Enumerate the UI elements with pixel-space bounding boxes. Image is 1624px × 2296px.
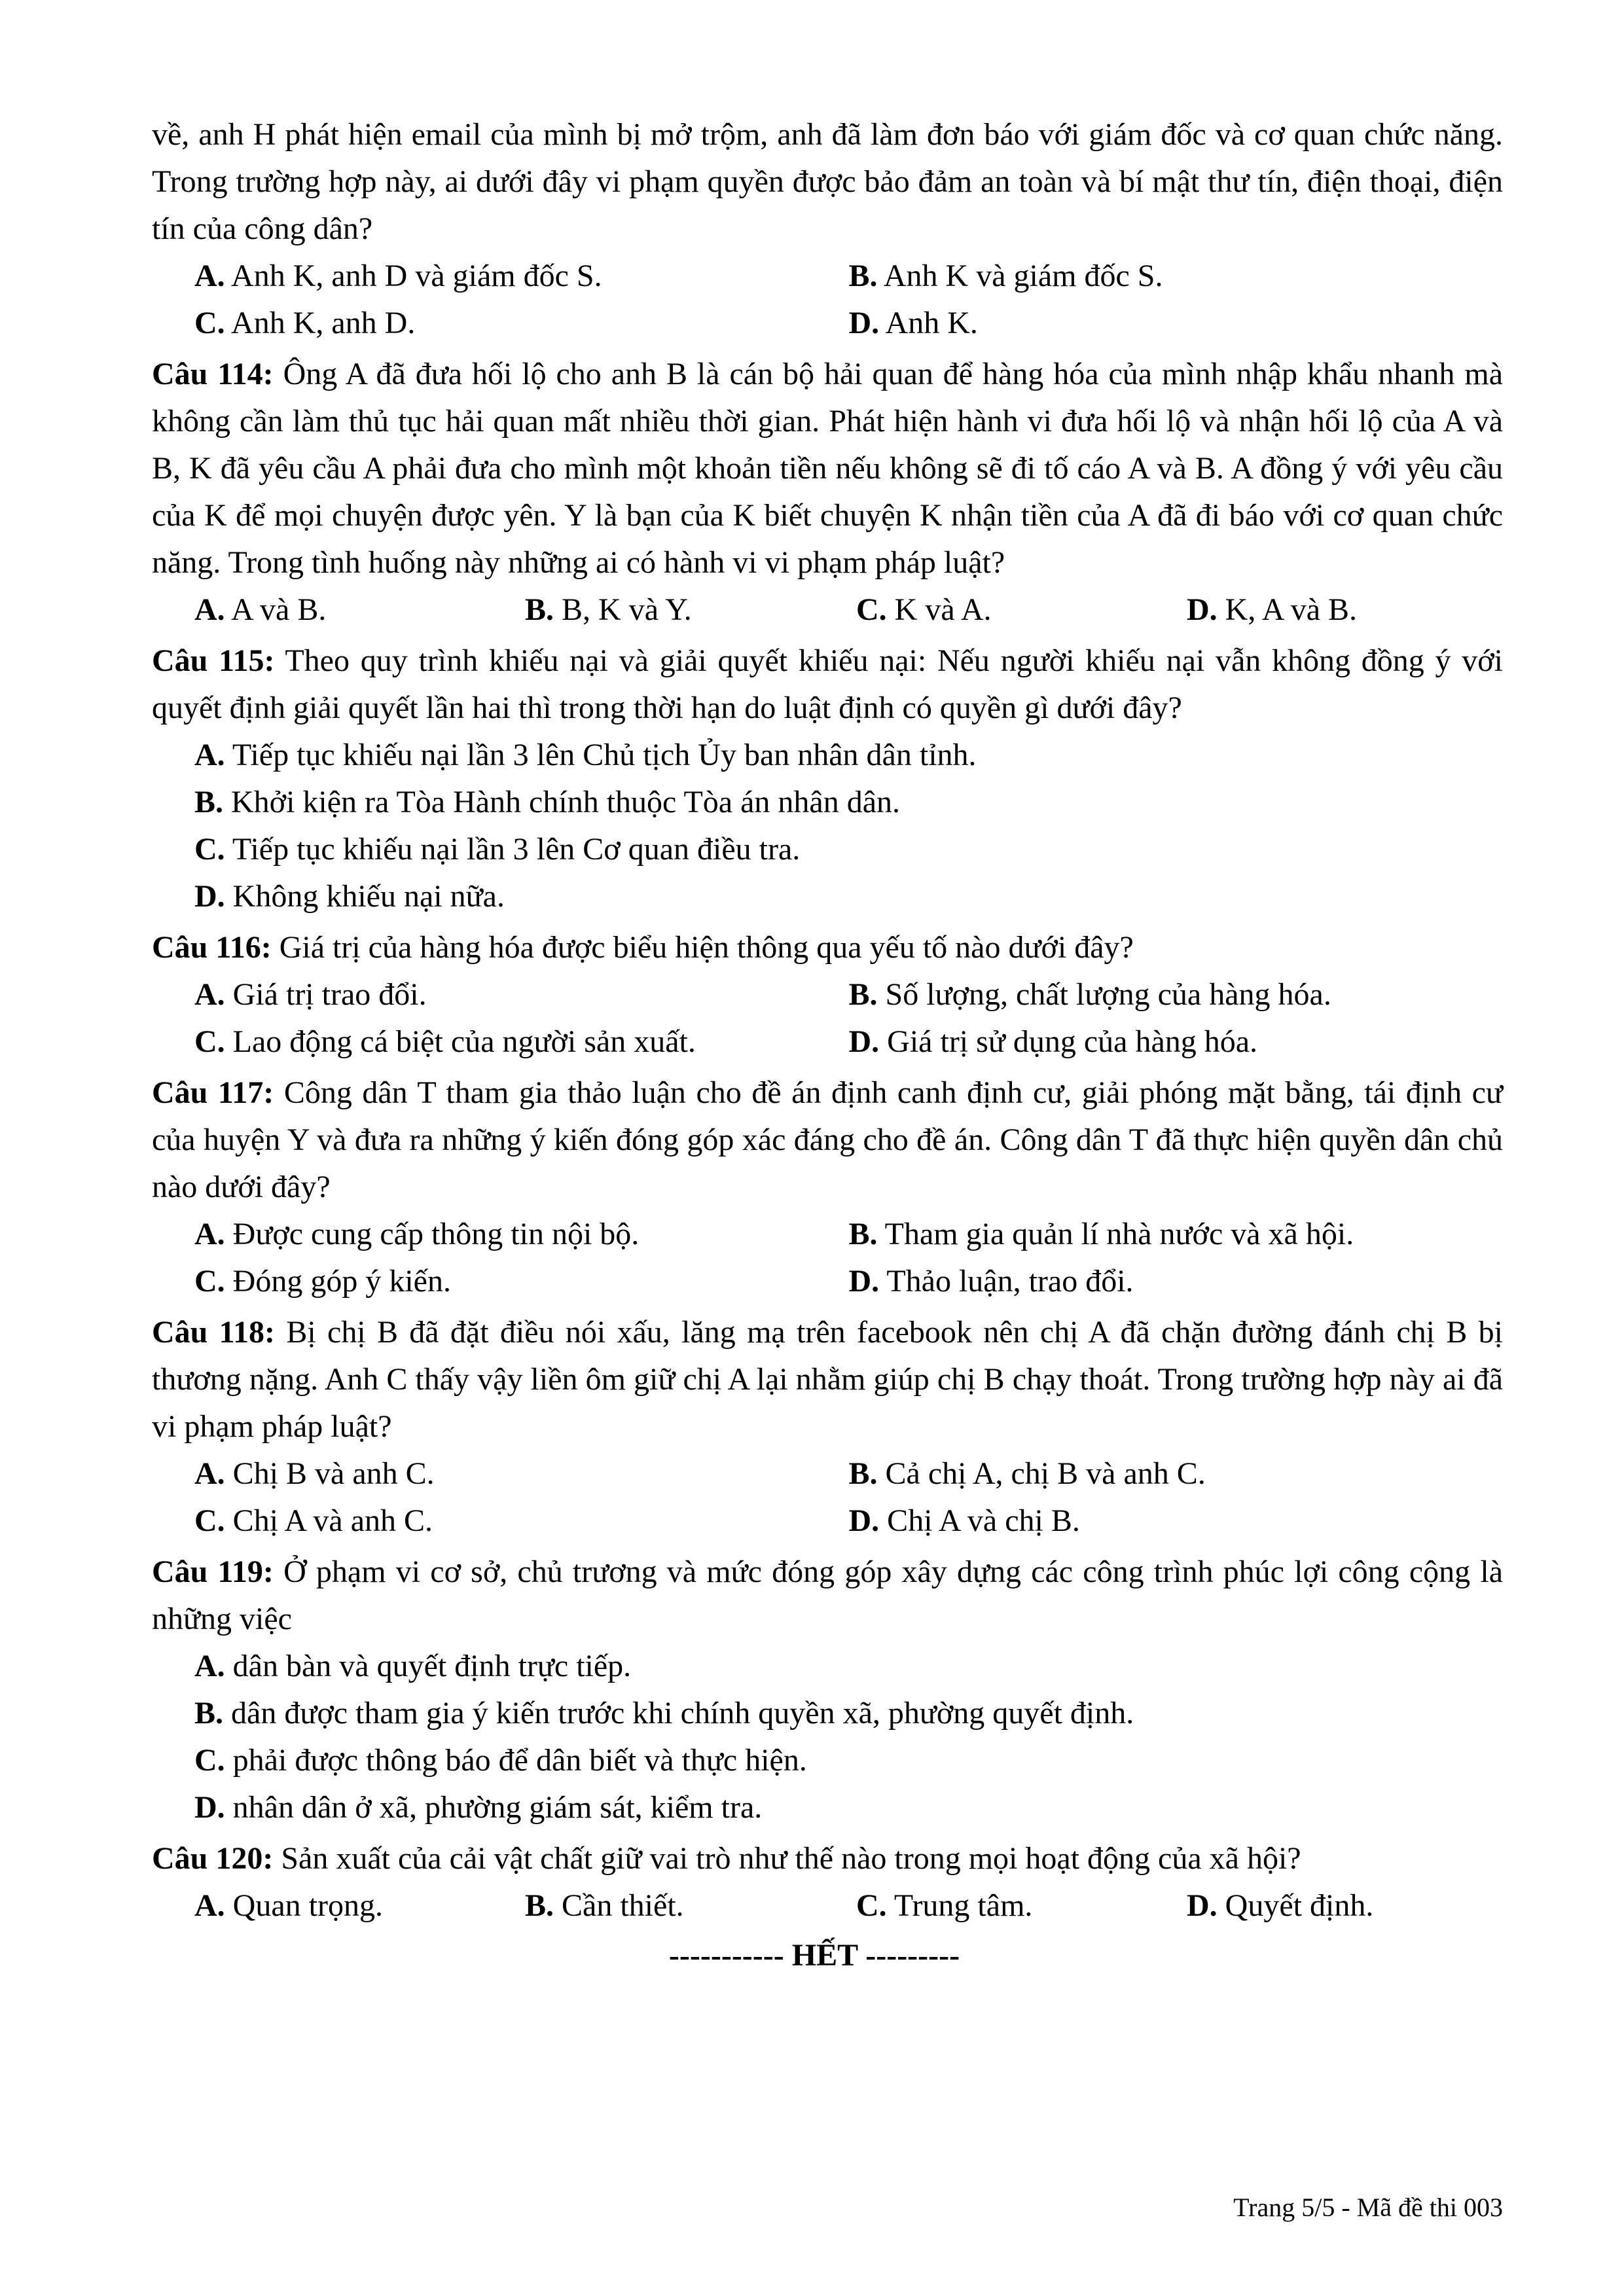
option-c: C. Lao động cá biệt của người sản xuất.: [194, 1024, 696, 1059]
page-footer: Trang 5/5 - Mã đề thi 003: [1233, 2193, 1503, 2222]
question-label: Câu 117:: [152, 1075, 274, 1110]
options-row: [152, 1258, 1503, 1305]
option-a: A. Quan trọng.: [194, 1888, 383, 1923]
question-text: Ông A đã đưa hối lộ cho anh B là cán bộ hải quan để hàng hóa của mình nhập khẩu nhanh mà không cần làm thủ tục hải quan mất nhiều thời gian. Phát hiện hành vi đưa hối lộ và nhận hối lộ của A và B, K đã yêu cầu A phải đưa cho mình một khoản tiền nếu không sẽ đi tố cáo A và B. A đồng ý với yêu cầu của K để mọi chuyện được yên. Y là bạn của K biết chuyện K nhận tiền của A đã đi báo với cơ quan chức năng. Trong tình huống này những ai có hành vi vi phạm pháp luật?: [152, 357, 1504, 580]
question-text: về, anh H phát hiện email của mình bị mở trộm, anh đã làm đơn báo với giám đốc và cơ quan chức năng. Trong trường hợp này, ai dưới đây vi phạm quyền được bảo đảm an toàn và bí mật thư tín, điện thoại, điện tín của công dân?: [152, 117, 1503, 246]
question-text: Sản xuất của cải vật chất giữ vai trò như thế nào trong mọi hoạt động của xã hội?: [281, 1841, 1301, 1876]
options-row: [152, 971, 1503, 1018]
question-text: Bị chị B đã đặt điều nói xấu, lăng mạ trên facebook nên chị A đã chặn đường đánh chị B bị thương nặng. Anh C thấy vậy liền ôm giữ chị A lại nhằm giúp chị B chạy thoát. Trong trường hợp này ai đã vi phạm pháp luật?: [152, 1315, 1503, 1444]
option-a: A. Được cung cấp thông tin nội bộ.: [194, 1217, 640, 1251]
question-118: [152, 1309, 1503, 1545]
option-d: D. Giá trị sử dụng của hàng hóa.: [848, 1024, 1258, 1059]
options-row: [152, 1498, 1503, 1545]
option-a: A. Anh K, anh D và giám đốc S.: [194, 259, 602, 293]
options-row: [152, 253, 1503, 300]
option-b: B. Tham gia quản lí nhà nước và xã hội.: [848, 1217, 1354, 1251]
option-a: A. Chị B và anh C.: [194, 1456, 435, 1491]
question-text: Giá trị của hàng hóa được biểu hiện thông qua yếu tố nào dưới đây?: [279, 930, 1134, 965]
option-c: C. Trung tâm.: [856, 1888, 1033, 1923]
options-row: [152, 1450, 1503, 1498]
end-marker: ----------- HẾT ---------: [668, 1938, 960, 1973]
question-label: Câu 115:: [152, 643, 275, 678]
question-119: [152, 1549, 1503, 1831]
option-d: D. Thảo luận, trao đổi.: [848, 1264, 1134, 1299]
options-row: [152, 586, 1503, 634]
question-text: Ở phạm vi cơ sở, chủ trương và mức đóng góp xây dựng các công trình phúc lợi công cộng là những việc: [152, 1554, 1503, 1636]
option-b: B. Cả chị A, chị B và anh C.: [848, 1456, 1206, 1491]
option-d: D. Quyết định.: [1187, 1888, 1374, 1923]
option-c: C. Anh K, anh D.: [194, 306, 416, 340]
option-c: C. phải được thông báo để dân biết và thực hiện.: [194, 1743, 807, 1778]
question-continuation: [152, 111, 1503, 347]
question-text: Công dân T tham gia thảo luận cho đề án định canh định cư, giải phóng mặt bằng, tái định cư của huyện Y và đưa ra những ý kiến đóng góp xác đáng cho đề án. Công dân T đã thực hiện quyền dân chủ nào dưới đây?: [152, 1075, 1504, 1204]
option-c: C. Tiếp tục khiếu nại lần 3 lên Cơ quan điều tra.: [194, 832, 801, 867]
question-label: Câu 119:: [152, 1554, 274, 1589]
options-row: [152, 1018, 1503, 1066]
question-120: [152, 1835, 1503, 1929]
question-label: Câu 118:: [152, 1315, 276, 1350]
option-a: A. dân bàn và quyết định trực tiếp.: [194, 1649, 632, 1683]
question-label: Câu 120:: [152, 1841, 274, 1876]
option-b: B. dân được tham gia ý kiến trước khi chính quyền xã, phường quyết định.: [194, 1696, 1134, 1731]
option-a: A. Tiếp tục khiếu nại lần 3 lên Chủ tịch Ủy ban nhân dân tỉnh.: [194, 738, 977, 772]
option-c: C. Đóng góp ý kiến.: [194, 1264, 451, 1299]
question-114: [152, 351, 1503, 634]
question-115: [152, 637, 1503, 920]
option-d: D. Không khiếu nại nữa.: [194, 879, 505, 914]
option-b: B. Anh K và giám đốc S.: [848, 259, 1163, 293]
options-row: [152, 1882, 1503, 1929]
option-a: A. Giá trị trao đổi.: [194, 977, 427, 1012]
option-d: D. K, A và B.: [1187, 592, 1358, 627]
option-b: B. Số lượng, chất lượng của hàng hóa.: [848, 977, 1331, 1012]
option-b: B. Khởi kiện ra Tòa Hành chính thuộc Tòa án nhân dân.: [194, 785, 901, 819]
option-d: D. nhân dân ở xã, phường giám sát, kiểm tra.: [194, 1790, 763, 1825]
question-117: [152, 1069, 1503, 1305]
options-row: [152, 1211, 1503, 1258]
option-c: C. Chị A và anh C.: [194, 1503, 433, 1538]
option-d: D. Anh K.: [848, 306, 978, 340]
option-a: A. A và B.: [194, 592, 327, 627]
question-text: Theo quy trình khiếu nại và giải quyết khiếu nại: Nếu người khiếu nại vẫn không đồng ý với quyết định giải quyết lần hai thì trong thời hạn do luật định có quyền gì dưới đây?: [152, 643, 1503, 725]
options-row: [152, 300, 1503, 347]
question-label: Câu 114:: [152, 357, 274, 391]
question-label: Câu 116:: [152, 930, 272, 965]
option-b: B. B, K và Y.: [525, 592, 692, 627]
option-d: D. Chị A và chị B.: [848, 1503, 1080, 1538]
exam-page: [152, 111, 1503, 1979]
option-b: B. Cần thiết.: [525, 1888, 684, 1923]
question-116: [152, 924, 1503, 1066]
option-c: C. K và A.: [856, 592, 992, 627]
